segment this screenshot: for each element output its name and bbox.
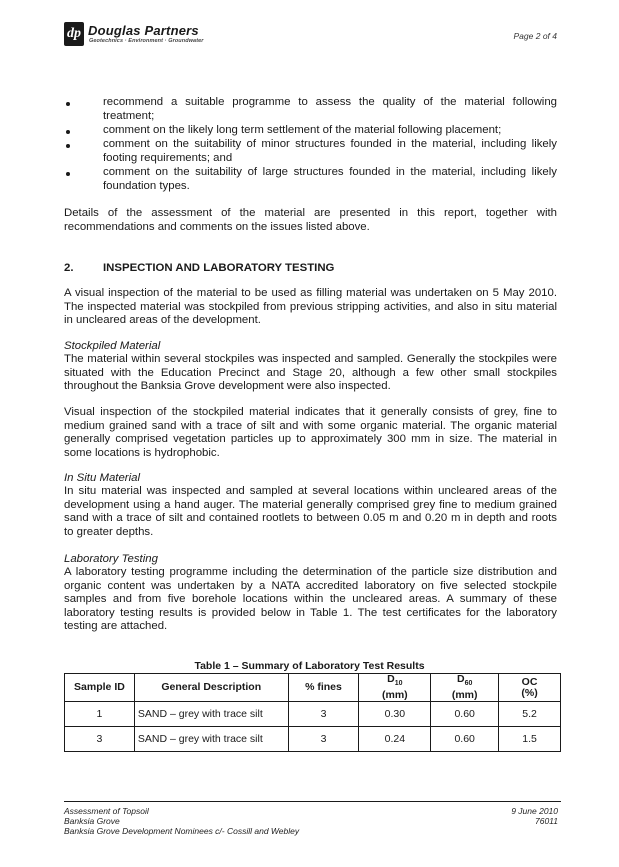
stockpiled-heading: Stockpiled Material — [64, 340, 161, 352]
cell-oc: 1.5 — [499, 727, 561, 752]
intro-paragraph: Details of the assessment of the material are presented in this report, together with recommendations and comments on the issues listed above. — [64, 207, 557, 233]
logo-icon: dp — [67, 26, 81, 41]
list-item: comment on the suitability of minor structures founded in the material, including likely footing requirements; and — [103, 138, 557, 164]
footer-client: Banksia Grove Development Nominees c/- Cossill and Webley — [64, 826, 300, 836]
in-situ-paragraph: In situ material was inspected and sampled at several locations within uncleared areas of the development using a hand auger. The material generally comprised grey fine to medium grained sand with a trace of silt and contained rootlets to between 0.05 m and 0.20 m in depth and roots to greater depths. — [64, 485, 557, 538]
footer-document-title: Assessment of Topsoil — [64, 806, 149, 816]
header-oc-label: OC — [521, 675, 538, 688]
cell-description: SAND – grey with trace silt — [134, 702, 288, 727]
footer-divider — [64, 801, 561, 802]
table-row — [65, 727, 561, 752]
table-header-row — [65, 674, 561, 702]
cell-fines: 3 — [288, 702, 359, 727]
cell-oc: 5.2 — [499, 702, 561, 727]
table-title: Table 1 – Summary of Laboratory Test Results — [194, 660, 425, 672]
bullet-icon — [66, 144, 70, 148]
cell-d10: 0.30 — [359, 702, 431, 727]
header-d10-symbol: D — [387, 673, 395, 686]
stockpiled-paragraph-2: Visual inspection of the stockpiled material indicates that it generally consists of grey, fine to medium grained sand with a trace of silt and with some organic material. The organic material generally comprised vegetation particles up to approximately 300 mm in size. The material in some locations is hydrophobic. — [64, 406, 557, 459]
list-item: comment on the likely long term settlement of the material following placement; — [103, 124, 502, 136]
list-item: comment on the suitability of large structures founded in the material, including likely foundation types. — [103, 166, 557, 192]
in-situ-heading: In Situ Material — [64, 472, 140, 484]
header-oc-unit: (%) — [521, 686, 538, 699]
header-d10-unit: (mm) — [381, 688, 408, 701]
bullet-icon — [66, 172, 70, 176]
lab-testing-heading: Laboratory Testing — [64, 553, 158, 565]
header-description: General Description — [134, 674, 288, 702]
bullet-icon — [66, 102, 70, 106]
page-number: Page 2 of 4 — [513, 31, 557, 41]
results-table — [64, 673, 561, 752]
brand-tagline: Geotechnics · Environment · Groundwater — [89, 38, 204, 44]
stockpiled-paragraph-1: The material within several stockpiles was inspected and sampled. Generally the stockpiles were situated with the Education Precinct and Stage 20, although a few other small stockpiles throughout the Banksia Grove development were also inspected. — [64, 353, 557, 393]
brand-name: Douglas Partners — [88, 23, 199, 38]
header-d60-unit: (mm) — [451, 688, 478, 701]
header-d10-subscript: 10 — [394, 680, 403, 688]
cell-description: SAND – grey with trace silt — [134, 727, 288, 752]
table-row — [65, 702, 561, 727]
header-d60-subscript: 60 — [464, 680, 473, 688]
bullet-icon — [66, 130, 70, 134]
cell-d60: 0.60 — [431, 702, 499, 727]
cell-sample-id: 3 — [65, 727, 135, 752]
header-d10 — [359, 674, 431, 702]
list-item: recommend a suitable programme to assess the quality of the material following treatment; — [103, 96, 557, 122]
section-number: 2. — [64, 262, 74, 274]
cell-sample-id: 1 — [65, 702, 135, 727]
section-paragraph: A visual inspection of the material to be used as filling material was undertaken on 5 May 2010. The inspected material was stockpiled from previous stripping activities, and also in situ material in uncleared areas of the development. — [64, 287, 557, 327]
header-fines: % fines — [288, 674, 359, 702]
header-oc — [499, 674, 561, 702]
section-title: INSPECTION AND LABORATORY TESTING — [103, 262, 335, 274]
footer-location: Banksia Grove — [64, 816, 120, 826]
header-sample-id: Sample ID — [65, 674, 135, 702]
lab-testing-paragraph: A laboratory testing programme including the determination of the particle size distribution and organic content was undertaken by a NATA accredited laboratory on five selected stockpile samples and from five borehole locations within the uncleared areas. A summary of these laboratory testing results is provided below in Table 1. The test certificates for the laboratory testing are attached. — [64, 566, 557, 633]
footer-date: 9 June 2010 — [511, 806, 558, 816]
header-d60 — [431, 674, 499, 702]
cell-d10: 0.24 — [359, 727, 431, 752]
cell-fines: 3 — [288, 727, 359, 752]
header-d60-symbol: D — [456, 673, 465, 686]
footer-project-number: 76011 — [534, 816, 558, 826]
cell-d60: 0.60 — [431, 727, 499, 752]
